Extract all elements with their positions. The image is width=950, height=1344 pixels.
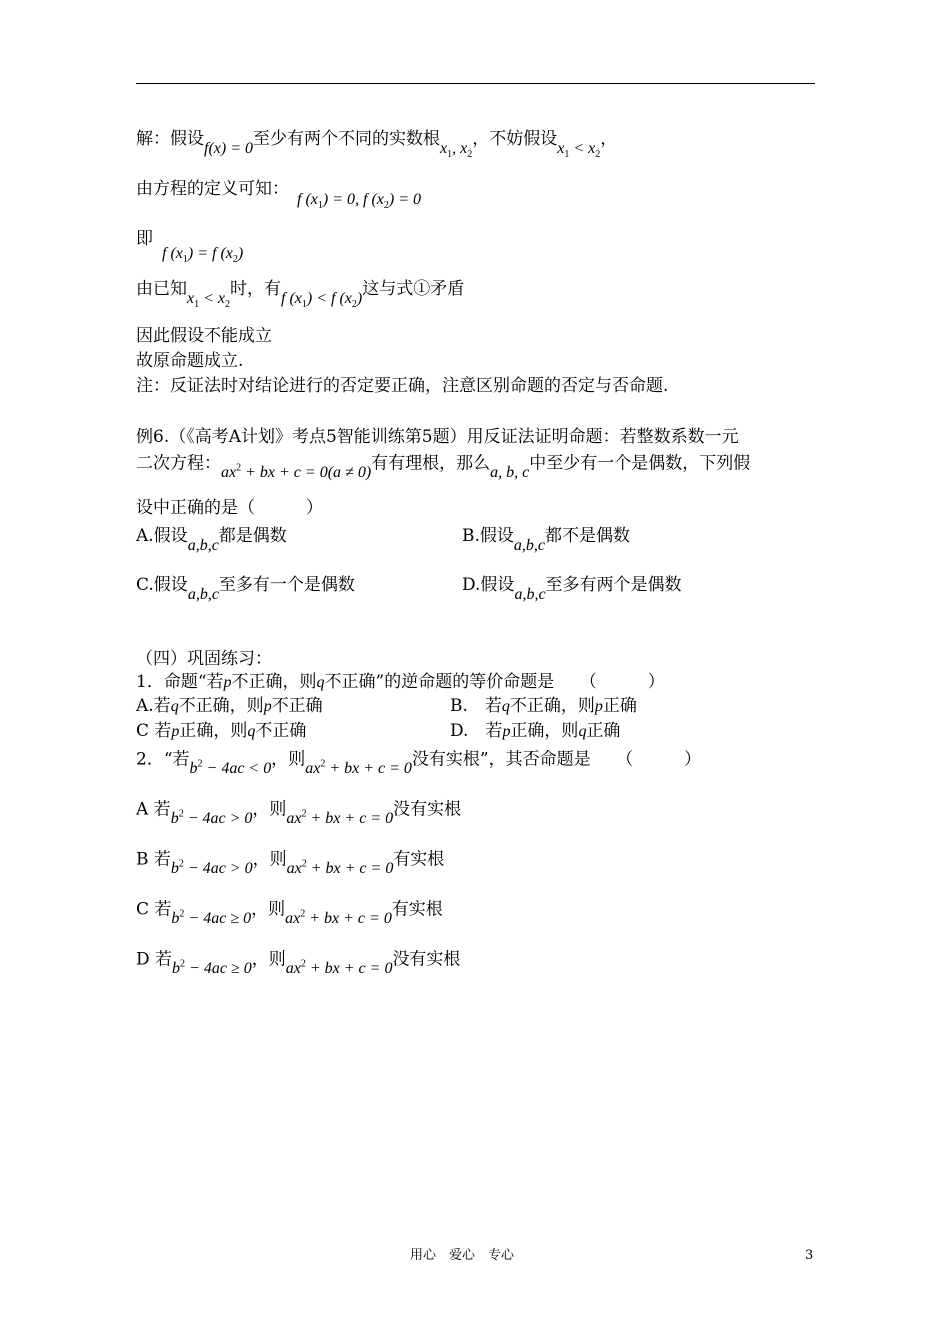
text: 中至少有一个是偶数，下列假 — [529, 453, 751, 474]
practice-q1-option-d — [450, 723, 620, 740]
text: ，则 — [252, 799, 287, 820]
var: p — [263, 698, 272, 715]
text: 没有实根”，其否命题是 （ ） — [411, 749, 702, 770]
math-abc: a, b, c — [490, 464, 530, 482]
practice-q1 — [136, 674, 665, 691]
example6-option-a — [136, 526, 287, 554]
text: 正确 — [602, 696, 637, 716]
math-abc: a,b,c — [187, 537, 219, 554]
proof-line-2 — [136, 179, 421, 212]
math-abc: a,b,c — [187, 586, 219, 603]
text: A 若 — [136, 799, 171, 820]
var: q — [578, 723, 587, 740]
text: 没有实根 — [392, 949, 461, 970]
math-quadratic: $ax^2$ + bx + c = 0 — [285, 959, 393, 978]
text: 有实根 — [393, 849, 445, 870]
math-discriminant: $b^2 - 4ac > 0$ — [170, 859, 253, 878]
practice-q2-option-a — [136, 799, 462, 828]
math-x1-lt-x2: $x_1 < x_2$ — [187, 290, 231, 311]
option-label: A.假设 — [136, 526, 188, 546]
example6-line-3: 设中正确的是（ ） — [136, 498, 323, 518]
example6-option-b — [462, 526, 631, 554]
example6-line-2 — [136, 453, 751, 482]
math-discriminant: $b^2 - 4ac \ge 0$ — [171, 909, 252, 928]
header-rule — [136, 83, 815, 84]
text: ， — [600, 129, 618, 149]
option-text: 至多有一个是偶数 — [218, 575, 355, 595]
math-discriminant: $b^2 - 4ac \ge 0$ — [172, 959, 252, 978]
math-fx1-lt-fx2: f $(x_1) < f$ $(x_2)$ — [281, 290, 363, 311]
text: 有实根 — [391, 899, 443, 920]
option-text: 都不是偶数 — [545, 526, 631, 546]
practice-q1-option-c — [136, 723, 306, 740]
text: 不正确 — [255, 721, 307, 741]
text: A.若 — [136, 696, 171, 716]
option-text: 都是偶数 — [218, 526, 287, 546]
proof-line-4 — [136, 279, 465, 311]
proof-line-3 — [136, 229, 244, 268]
text: D. 若 — [450, 721, 503, 741]
practice-q2-option-b — [136, 849, 445, 878]
text: 正确 — [586, 721, 621, 741]
footer-motto: 用心 爱心 专心 — [410, 1248, 515, 1263]
text: B 若 — [136, 849, 171, 870]
text: 不正确，则 — [509, 696, 595, 716]
var-p: p — [223, 674, 232, 691]
practice-q1-option-a — [136, 698, 323, 715]
text: 不正确”的逆命题的等价命题是 （ ） — [324, 672, 665, 692]
text: B. 若 — [450, 696, 502, 716]
text: 至少有两个不同的实数根 — [253, 129, 441, 149]
text: ，则 — [252, 849, 287, 870]
math-x1-lt-x2: $x_1 < x_2$ — [557, 140, 601, 161]
math-quadratic: $ax^2$ + bx + c = 0 — [286, 809, 394, 828]
var-q: q — [316, 674, 325, 691]
math-quadratic: $ax^2$ + bx + c = 0 — [286, 859, 394, 878]
text: 不正确，则 — [231, 672, 317, 692]
example6-option-d — [462, 575, 682, 603]
proof-line-1 — [136, 129, 618, 161]
text: 1．命题“若 — [136, 672, 224, 692]
option-label: C.假设 — [136, 575, 188, 595]
text: 正确，则 — [179, 721, 248, 741]
text: 二次方程： — [136, 453, 221, 474]
math-abc: a,b,c — [514, 586, 546, 603]
text: ，则 — [271, 749, 306, 770]
text: 有有理根，那么 — [371, 453, 491, 474]
math-abc: a,b,c — [513, 537, 546, 554]
text: ，则 — [251, 899, 286, 920]
option-label: D.假设 — [462, 575, 515, 595]
text: 这与式①矛盾 — [362, 279, 465, 299]
text: D 若 — [136, 949, 173, 970]
math-quadratic: $ax^2$ + bx + c = 0 — [285, 909, 392, 928]
text: 解：假设 — [136, 129, 204, 149]
var: q — [501, 698, 510, 715]
text: 由已知 — [136, 279, 187, 299]
text: ，不妨假设 — [472, 129, 558, 149]
proof-line-5: 因此假设不能成立 — [136, 326, 272, 346]
text: 正确，则 — [510, 721, 579, 741]
math-discriminant: $b^2 - 4ac > 0$ — [170, 809, 253, 828]
text: 由方程的定义可知： — [136, 179, 289, 199]
text: 2．“若 — [136, 749, 190, 770]
practice-q2 — [136, 749, 702, 778]
practice-q2-option-d — [136, 949, 461, 978]
math-quadratic: $ax^2$ + bx + c = 0(a ≠ 0) — [221, 463, 372, 482]
example6-option-c — [136, 575, 355, 603]
practice-q2-option-c — [136, 899, 443, 928]
text: 即 — [136, 229, 153, 249]
practice-heading: （四）巩固练习： — [136, 649, 272, 669]
example6-line-1: 例6.（《高考A计划》考点5智能训练第5题）用反证法证明命题：若整数系数一元 — [136, 427, 739, 447]
math-x1-x2: $x_1$, $x_2$ — [440, 140, 473, 161]
option-text: 至多有两个是偶数 — [545, 575, 682, 595]
var: p — [171, 723, 180, 740]
text: C 若 — [136, 721, 172, 741]
text: 没有实根 — [393, 799, 462, 820]
option-label: B.假设 — [462, 526, 514, 546]
proof-note: 注：反证法时对结论进行的否定要正确，注意区别命题的否定与否命题. — [136, 376, 669, 396]
page-number: 3 — [805, 1248, 814, 1263]
practice-q1-option-b — [450, 698, 637, 715]
var: q — [247, 723, 256, 740]
math-equal: f $(x_1) = f$ $(x_2)$ — [162, 245, 244, 266]
math-discriminant: $b^2 - 4ac < 0$ — [189, 759, 272, 778]
text: C 若 — [136, 899, 172, 920]
var: p — [594, 698, 603, 715]
text: 不正确，则 — [178, 696, 264, 716]
math-fx-body: (x) = 0 — [208, 140, 254, 157]
var: p — [502, 723, 511, 740]
var: q — [170, 698, 179, 715]
math-quadratic: $ax^2$ + bx + c = 0 — [305, 759, 412, 778]
text: 时，有 — [230, 279, 282, 299]
proof-line-6: 故原命题成立. — [136, 351, 244, 371]
text: 不正确 — [271, 696, 323, 716]
text: ，则 — [251, 949, 286, 970]
math-roots: f $(x_1) = 0$, f $(x_2) = 0$ — [297, 191, 421, 212]
math-f-eq-0: f — [204, 140, 209, 157]
